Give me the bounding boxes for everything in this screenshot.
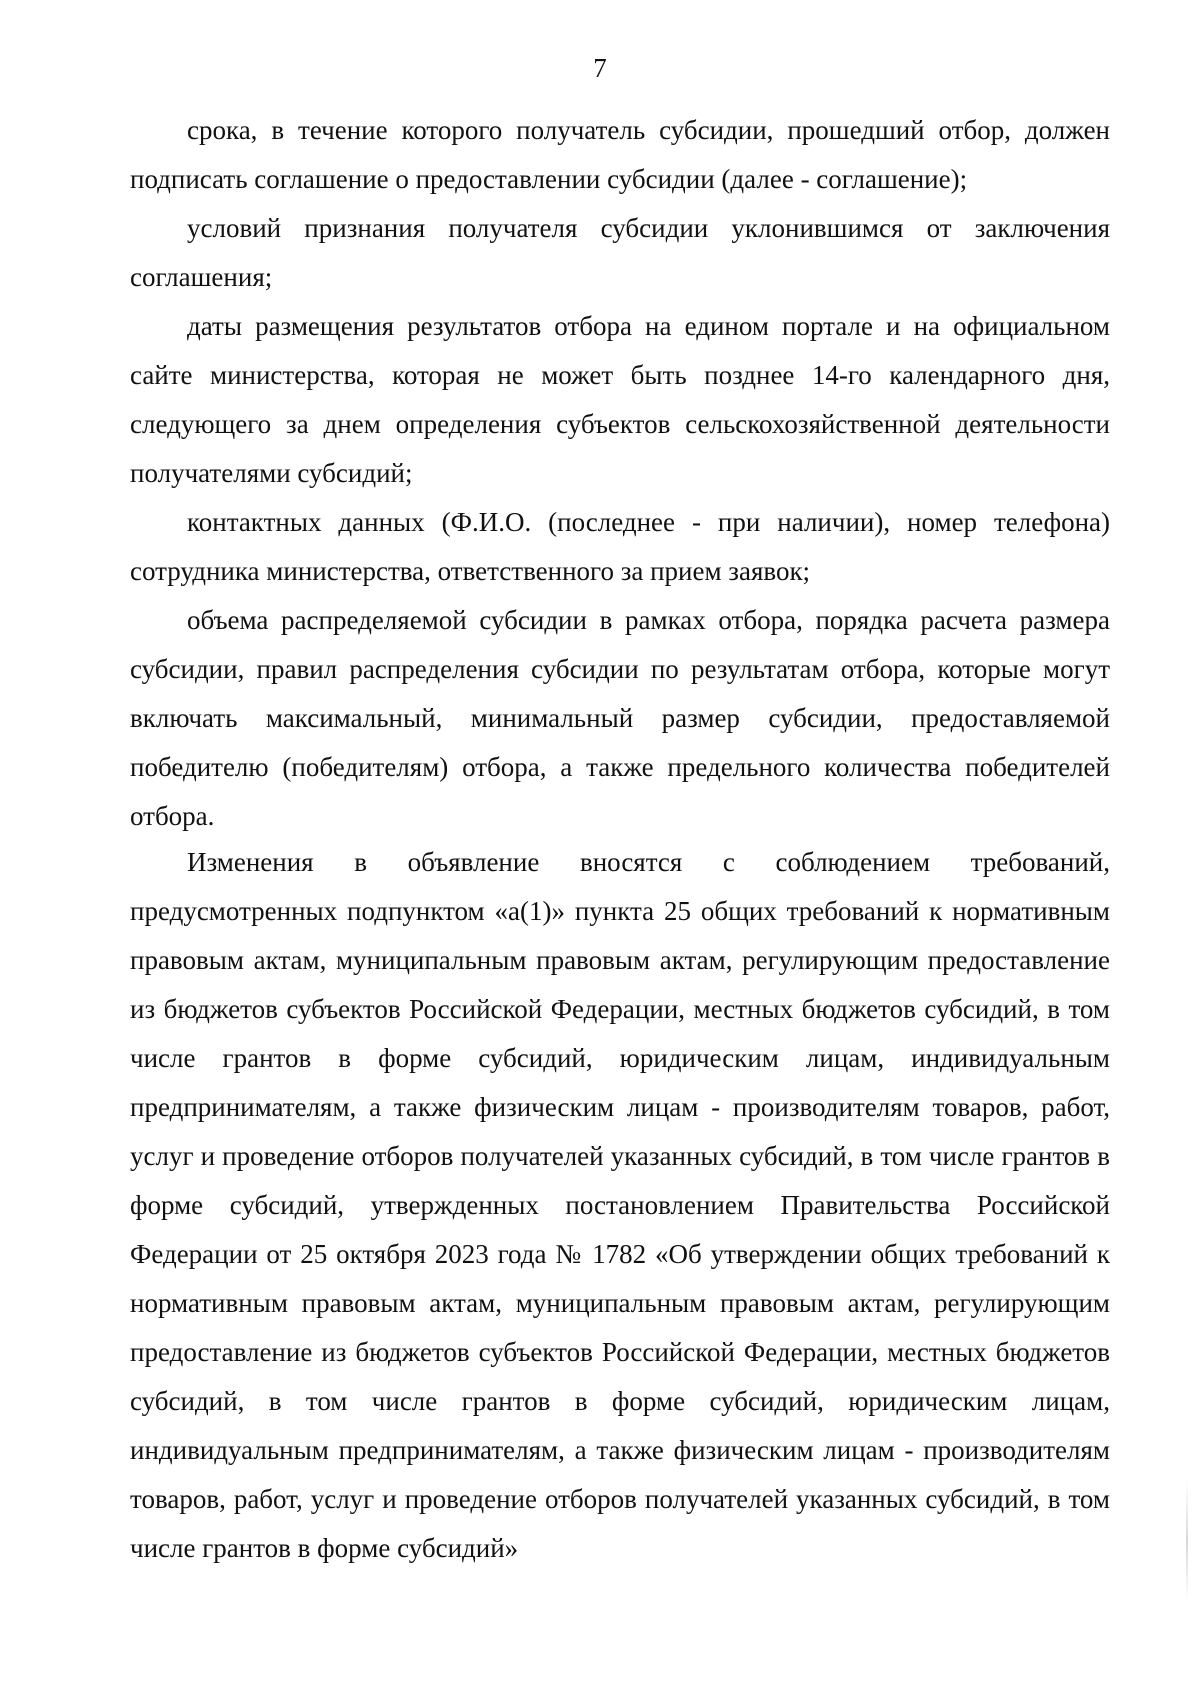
scan-edge-mark	[1186, 1482, 1188, 1602]
paragraph: условий признания получателя субсидии уклонившимся от заключения соглашения;	[130, 213, 1110, 292]
paragraph: объема распределяемой субсидии в рамках отбора, порядка расчета размера субсидии, правил распределения субсидии по результатам отбора, которые могут включать максимальный, минимальный размер субсидии, предоставляемой победителю (победителям) отбора, а также предельного количества победителей отбора.	[130, 605, 1110, 831]
paragraph: Изменения в объявление вносятся с соблюдением требований, предусмотренных подпунктом «а(1)» пункта 25 общих требований к нормативным правовым актам, муниципальным правовым актам, регулирующим предоставление из бюджетов субъектов Российской Федерации, местных бюджетов субсидий, в том числе грантов в форме субсидий, юридическим лицам, индивидуальным предпринимателям, а также физическим лицам - производителям товаров, работ, услуг и проведение отборов получателей указанных субсидий, в том числе грантов в форме субсидий, утвержденных постановлением Правительства Российской Федерации от 25 октября 2023 года № 1782 «Об утверждении общих требований к нормативным правовым актам, муниципальным правовым актам, регулирующим предоставление из бюджетов субъектов Российской Федерации, местных бюджетов субсидий, в том числе грантов в форме субсидий, юридическим лицам, индивидуальным предпринимателям, а также физическим лицам - производителям товаров, работ, услуг и проведение отборов получателей указанных субсидий, в том числе грантов в форме субсидий»	[130, 847, 1110, 1563]
paragraph: даты размещения результатов отбора на едином портале и на официальном сайте министерства, которая не может быть позднее 14-го календарного дня, следующего за днем определения субъектов сельскохозяйственной деятельности получателями субсидий;	[130, 311, 1110, 488]
page-number: 7	[593, 53, 607, 83]
paragraph: срока, в течение которого получатель субсидии, прошедший отбор, должен подписать соглашение о предоставлении субсидии (далее - соглашение);	[130, 115, 1110, 194]
document-body	[130, 106, 1110, 1573]
paragraph: контактных данных (Ф.И.О. (последнее - при наличии), номер телефона) сотрудника министерства, ответственного за прием заявок;	[130, 507, 1110, 586]
